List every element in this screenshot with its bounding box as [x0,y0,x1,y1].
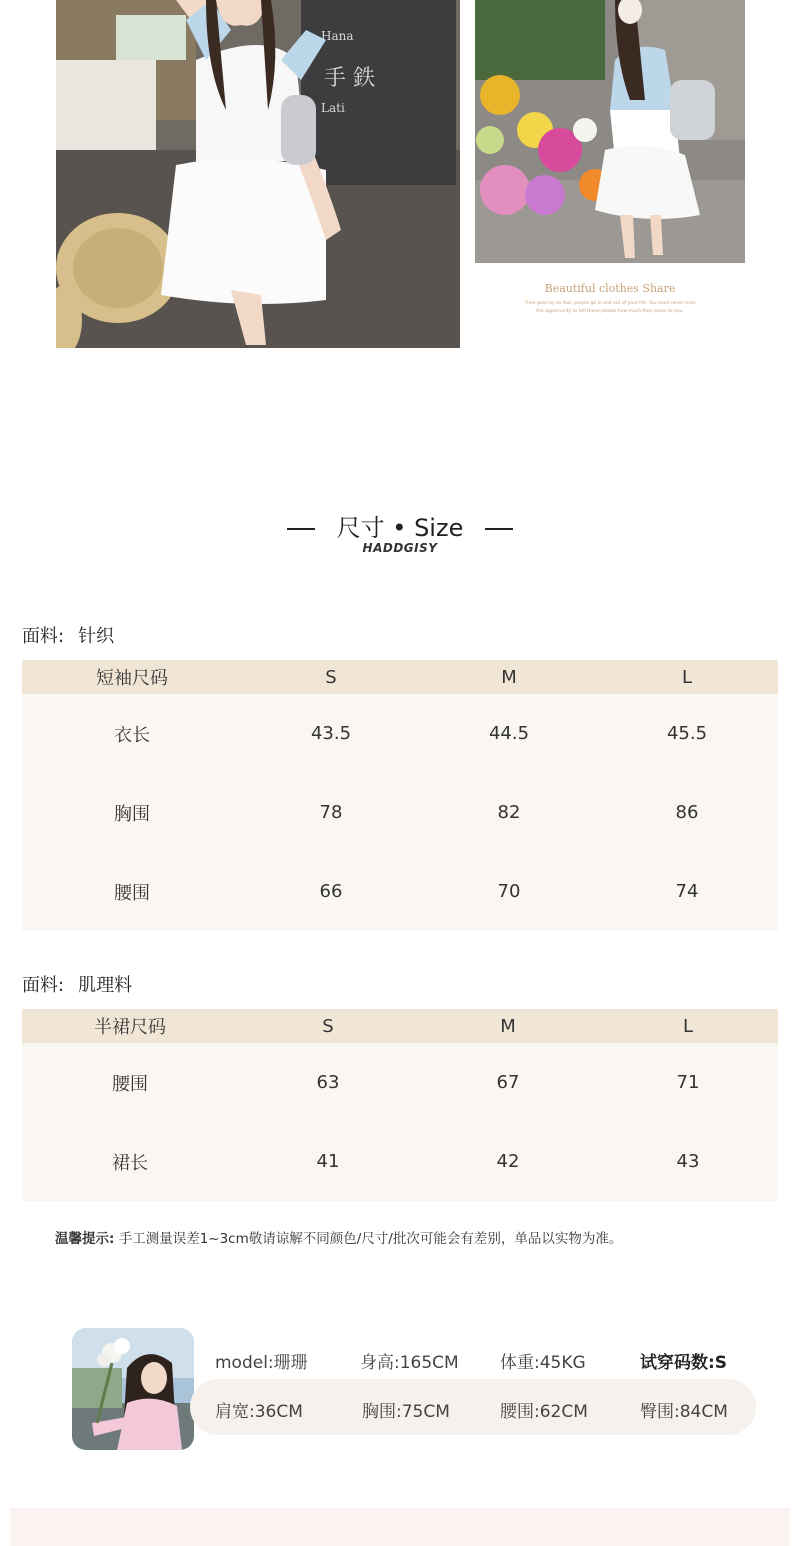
model-hip: 臀围:84CM [640,1402,728,1422]
table-cell: 78 [319,802,343,823]
table-cell: 66 [319,881,343,902]
table-cell: 衣长 [114,724,150,746]
fabric-key: 面料: [22,975,65,996]
header-cell: L [682,1015,694,1037]
fabric-value: 肌理料 [78,975,133,996]
heading-dash-left [287,528,315,530]
model-avatar [72,1328,194,1450]
table-cell: 裙长 [112,1152,148,1174]
table-cell: 71 [676,1072,700,1093]
fabric-value: 针织 [78,626,115,647]
caption-subtext-line: Time goes by so fast, people go in and out of your life. You must never miss [524,301,696,306]
table-cell: 86 [675,802,699,823]
table-cell: 41 [316,1151,340,1172]
table-cell: 43 [676,1151,700,1172]
header-cell: M [501,666,517,688]
model-bust: 胸围:75CM [362,1402,450,1422]
board-text-2: 手 鉄 [324,66,375,91]
board-text-3: Lati [321,101,345,115]
product-photo-left [56,0,460,348]
bottom-band [10,1508,790,1546]
table-row [22,1043,778,1122]
table-row [22,1122,778,1201]
header-cell: 半裙尺码 [94,1017,166,1038]
table-cell: 45.5 [666,723,708,744]
fabric-key: 面料: [22,626,65,647]
table-body [22,694,778,931]
model-waist: 腰围:62CM [500,1402,588,1422]
model-shoulder: 肩宽:36CM [215,1402,303,1422]
header-cell: L [681,666,693,688]
fabric-label-2 [22,971,132,997]
model-height: 身高:165CM [360,1353,459,1373]
heading-dash-right [485,528,513,530]
table-cell: 82 [497,802,521,823]
table-header [22,660,778,694]
fabric-label-1 [22,622,114,648]
model-weight: 体重:45KG [500,1353,586,1373]
table-header [22,1009,778,1043]
size-table-top [22,660,778,931]
header-cell: S [322,1015,334,1037]
table-row [22,852,778,931]
table-cell: 63 [316,1072,340,1093]
board-text-1: Hana [321,29,354,43]
model-try-size: 试穿码数:S [640,1353,728,1373]
note-text: 手工测量误差1~3cm敬请谅解不同颜色/尺寸/批次可能会有差别，单品以实物为准。 [114,1231,623,1247]
header-cell: M [500,1015,516,1037]
table-cell: 胸围 [114,803,150,825]
table-row [22,694,778,773]
table-cell: 43.5 [310,723,352,744]
size-heading [0,508,800,543]
product-photo-right [475,0,745,263]
model-name: model:珊珊 [215,1353,308,1373]
table-cell: 74 [675,881,699,902]
table-cell: 腰围 [114,882,150,904]
table-cell: 67 [496,1072,520,1093]
caption-title: Beautiful clothes Share [544,282,676,295]
size-title: 尺寸 • Size [336,514,464,542]
size-table-skirt [22,1009,778,1201]
table-cell: 44.5 [488,723,530,744]
table-cell: 42 [496,1151,520,1172]
table-body [22,1043,778,1201]
note-label: 温馨提示: [55,1231,115,1247]
size-subtitle: HADDGISY [362,541,438,555]
header-cell: S [325,666,337,688]
table-row [22,773,778,852]
table-cell: 腰围 [112,1073,148,1095]
table-cell: 70 [497,881,521,902]
caption-subtext [495,300,725,316]
measurement-note [55,1227,622,1247]
header-cell: 短袖尺码 [96,668,168,689]
caption-subtext-line: the opportunity to tell those people how much they mean to you. [536,309,684,314]
